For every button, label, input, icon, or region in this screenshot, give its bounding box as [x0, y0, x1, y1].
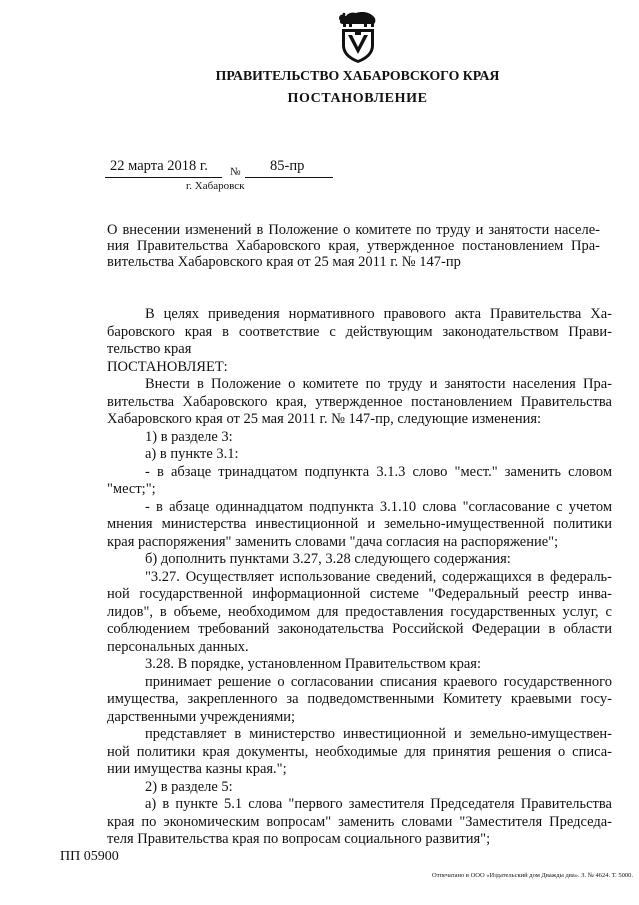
authority-name: ПРАВИТЕЛЬСТВО ХАБАРОВСКОГО КРАЯ [215, 68, 500, 83]
paragraph-line: лидов", в объеме, необходимом для предоставления государственных услуг, с [107, 603, 612, 620]
paragraph-line: а) в пункте 5.1 слова "первого заместителя Председателя Правительства [145, 796, 612, 813]
paragraph [107, 446, 612, 464]
paragraph-line: "мест;"; [107, 481, 156, 498]
document-type: ПОСТАНОВЛЕНИЕ [287, 91, 428, 106]
paragraph [107, 429, 612, 447]
paragraph-line: представляет в министерство инвестиционной и земельно-имуществен- [145, 726, 612, 743]
paragraph-line: тельство края [107, 341, 192, 358]
paragraph-line: 3.28. В порядке, установленном Правительством края: [145, 656, 481, 673]
paragraph-line: соблюдением требований законодательства Российской Федерации в области [107, 621, 612, 638]
paragraph-line: "3.27. Осуществляет использование сведений, содержащихся в федераль- [145, 568, 612, 585]
number-sign: № [230, 166, 241, 178]
paragraph [107, 674, 612, 727]
paragraph [107, 569, 612, 657]
paragraph-line: - в абзаце одиннадцатом подпункта 3.1.10 слова "согласование с учетом [145, 498, 612, 515]
title-line: О внесении изменений в Положение о комитете по труду и занятости населе- [107, 222, 600, 238]
paragraph [107, 726, 612, 779]
document-city: г. Хабаровск [186, 180, 245, 192]
paragraph-line: баровского края в соответствие с действующим законодательством Прави- [107, 323, 612, 340]
paragraph-line: края по экономическим вопросам" заменить словами "Заместителя Председа- [107, 813, 612, 830]
paragraph-line: принимает решение о согласовании списания краевого государственного [145, 673, 612, 690]
paragraph [107, 656, 612, 674]
paragraph-line: дарственными учреждениями; [107, 708, 296, 725]
paragraph-line: нии имущества казны края."; [107, 761, 287, 778]
paragraph [107, 359, 612, 377]
date-underline [105, 177, 222, 178]
document-number: 85-пр [270, 158, 305, 174]
title-line: вительства Хабаровского края от 25 мая 2011 г. № 147-пр [107, 254, 461, 270]
document-date: 22 марта 2018 г. [110, 158, 208, 174]
paragraph-line: 2) в разделе 5: [145, 778, 233, 795]
paragraph-line: Хабаровского края от 25 мая 2011 г. № 147-пр, следующие изменения: [107, 411, 542, 428]
paragraph-line: теля Правительства края по вопросам социального развития"; [107, 831, 491, 848]
paragraph [107, 779, 612, 797]
paragraph [107, 376, 612, 429]
title-line: ния Правительства Хабаровского края, утвержденное постановлением Пра- [107, 238, 600, 254]
paragraph-line: ной политики края документы, необходимые для принятия решения о списа- [107, 743, 612, 760]
paragraph [107, 464, 612, 499]
resolution-keyword: ПОСТАНОВЛЯЕТ: [107, 358, 228, 375]
paragraph-line: имущества, закрепленного за подведомственными Комитету краевыми госу- [107, 691, 612, 708]
document-body [107, 306, 612, 849]
printer-imprint: Отпечатано в ООО «Издательский дом Дважды два». З. № 4624. Т. 5000. [432, 872, 633, 879]
paragraph-line: б) дополнить пунктами 3.27, 3.28 следующего содержания: [145, 551, 511, 568]
paragraph-line: Внести в Положение о комитете по труду и занятости населения Пра- [145, 376, 612, 393]
paragraph [107, 306, 612, 359]
paragraph-line: - в абзаце тринадцатом подпункта 3.1.3 слово "мест." заменить словом [145, 463, 612, 480]
paragraph [107, 499, 612, 552]
coat-of-arms-icon [336, 8, 380, 64]
paragraph-line: края распоряжения" заменить словами "дача согласия на распоряжение"; [107, 533, 559, 550]
document-title [107, 222, 600, 270]
paragraph [107, 796, 612, 849]
paragraph-line: 1) в разделе 3: [145, 428, 233, 445]
document-code: ПП 05900 [60, 849, 119, 864]
paragraph-line: ной государственной информационной системе "Федеральный реестр инва- [107, 586, 612, 603]
paragraph-line: персональных данных. [107, 638, 249, 655]
number-underline [245, 177, 333, 178]
paragraph-line: а) в пункте 3.1: [145, 446, 239, 463]
paragraph-line: мнения министерства инвестиционной и земельно-имущественной политики [107, 516, 612, 533]
paragraph-line: вительства Хабаровского края, утвержденное постановлением Правительства [107, 393, 612, 410]
paragraph [107, 551, 612, 569]
paragraph-line: В целях приведения нормативного правового акта Правительства Ха- [145, 306, 612, 322]
